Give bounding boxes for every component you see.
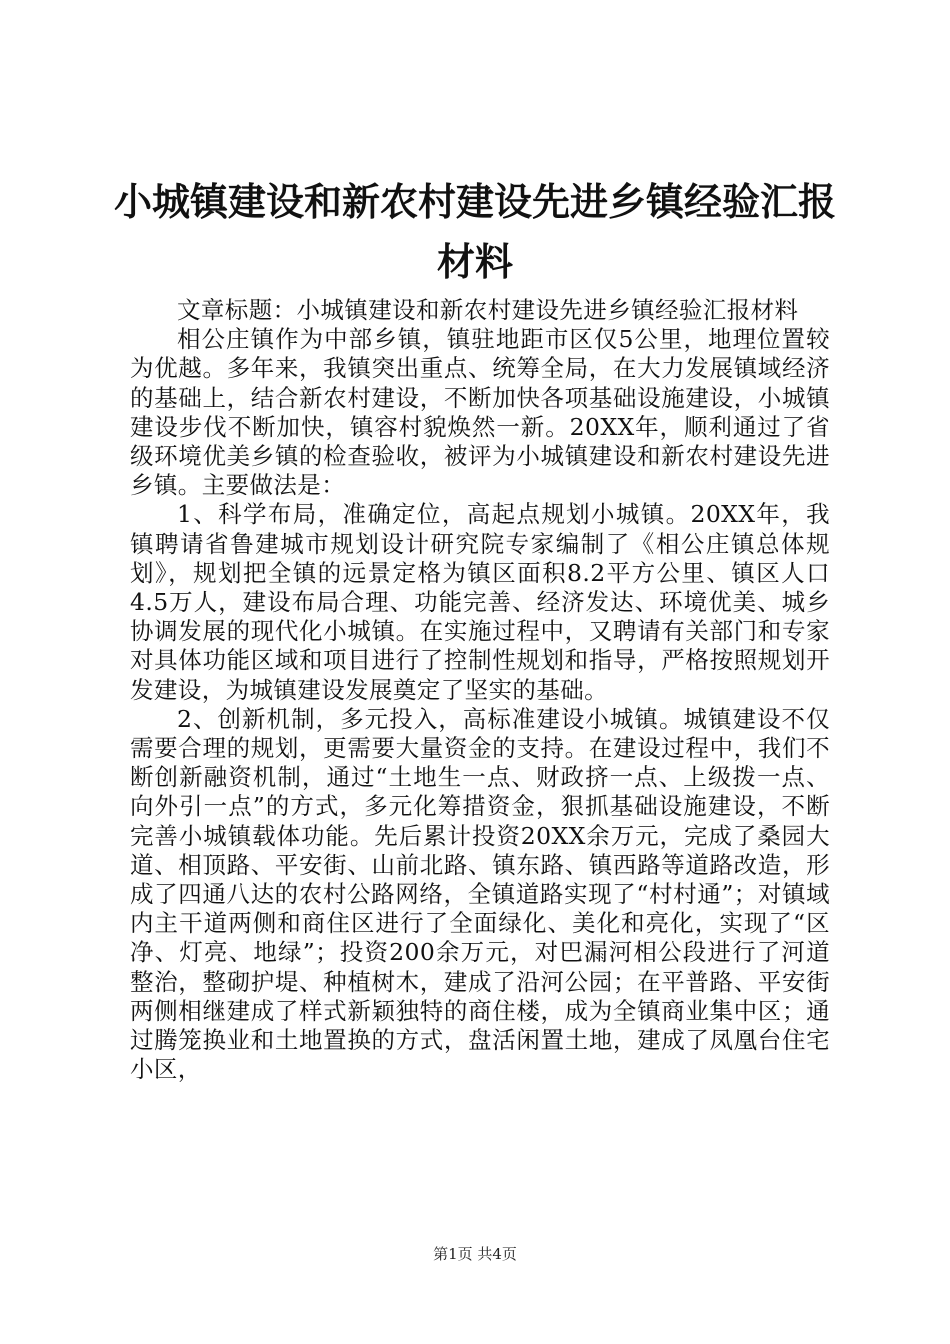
intro-paragraph: 相公庄镇作为中部乡镇，镇驻地距市区仅5公里，地理位置较为优越。多年来，我镇突出重点、统筹全局，在大力发展镇域经济的基础上，结合新农村建设，不断加快各项基础设施建设，小城镇建设步伐不断加快，镇容村貌焕然一新。20XX年，顺利通过了省级环境优美乡镇的检查验收，被评为小城镇建设和新农村建设先进乡镇。主要做法是： <box>130 325 830 500</box>
article-title-line: 文章标题：小城镇建设和新农村建设先进乡镇经验汇报材料 <box>177 296 799 324</box>
section-2-paragraph: 2、创新机制，多元投入，高标准建设小城镇。城镇建设不仅需要合理的规划，更需要大量资金的支持。在建设过程中，我们不断创新融资机制，通过“土地生一点、财政挤一点、上级拨一点、向外引一点”的方式，多元化筹措资金，狠抓基础设施建设，不断完善小城镇载体功能。先后累计投资20XX余万元，完成了桑园大道、相顶路、平安街、山前北路、镇东路、镇西路等道路改造，形成了四通八达的农村公路网络，全镇道路实现了“村村通”；对镇域内主干道两侧和商住区进行了全面绿化、美化和亮化，实现了“区净、灯亮、地绿”；投资200余万元，对巴漏河相公段进行了河道整治，整砌护堤、种植树木，建成了沿河公园；在平普路、平安街两侧相继建成了样式新颖独特的商住楼，成为全镇商业集中区；通过腾笼换业和土地置换的方式，盘活闲置土地，建成了凤凰台住宅小区， <box>130 704 830 1084</box>
page-number-footer: 第1页 共4页 <box>433 1245 517 1263</box>
document-body <box>130 296 830 1084</box>
document-title: 小城镇建设和新农村建设先进乡镇经验汇报材料 <box>113 179 836 284</box>
section-1-paragraph: 1、科学布局，准确定位，高起点规划小城镇。20XX年，我镇聘请省鲁建城市规划设计研究院专家编制了《相公庄镇总体规划》，规划把全镇的远景定格为镇区面积8.2平方公里、镇区人口4.5万人，建设布局合理、功能完善、经济发达、环境优美、城乡协调发展的现代化小城镇。在实施过程中，又聘请有关部门和专家对具体功能区域和项目进行了控制性规划和指导，严格按照规划开发建设，为城镇建设发展奠定了坚实的基础。 <box>130 500 830 704</box>
